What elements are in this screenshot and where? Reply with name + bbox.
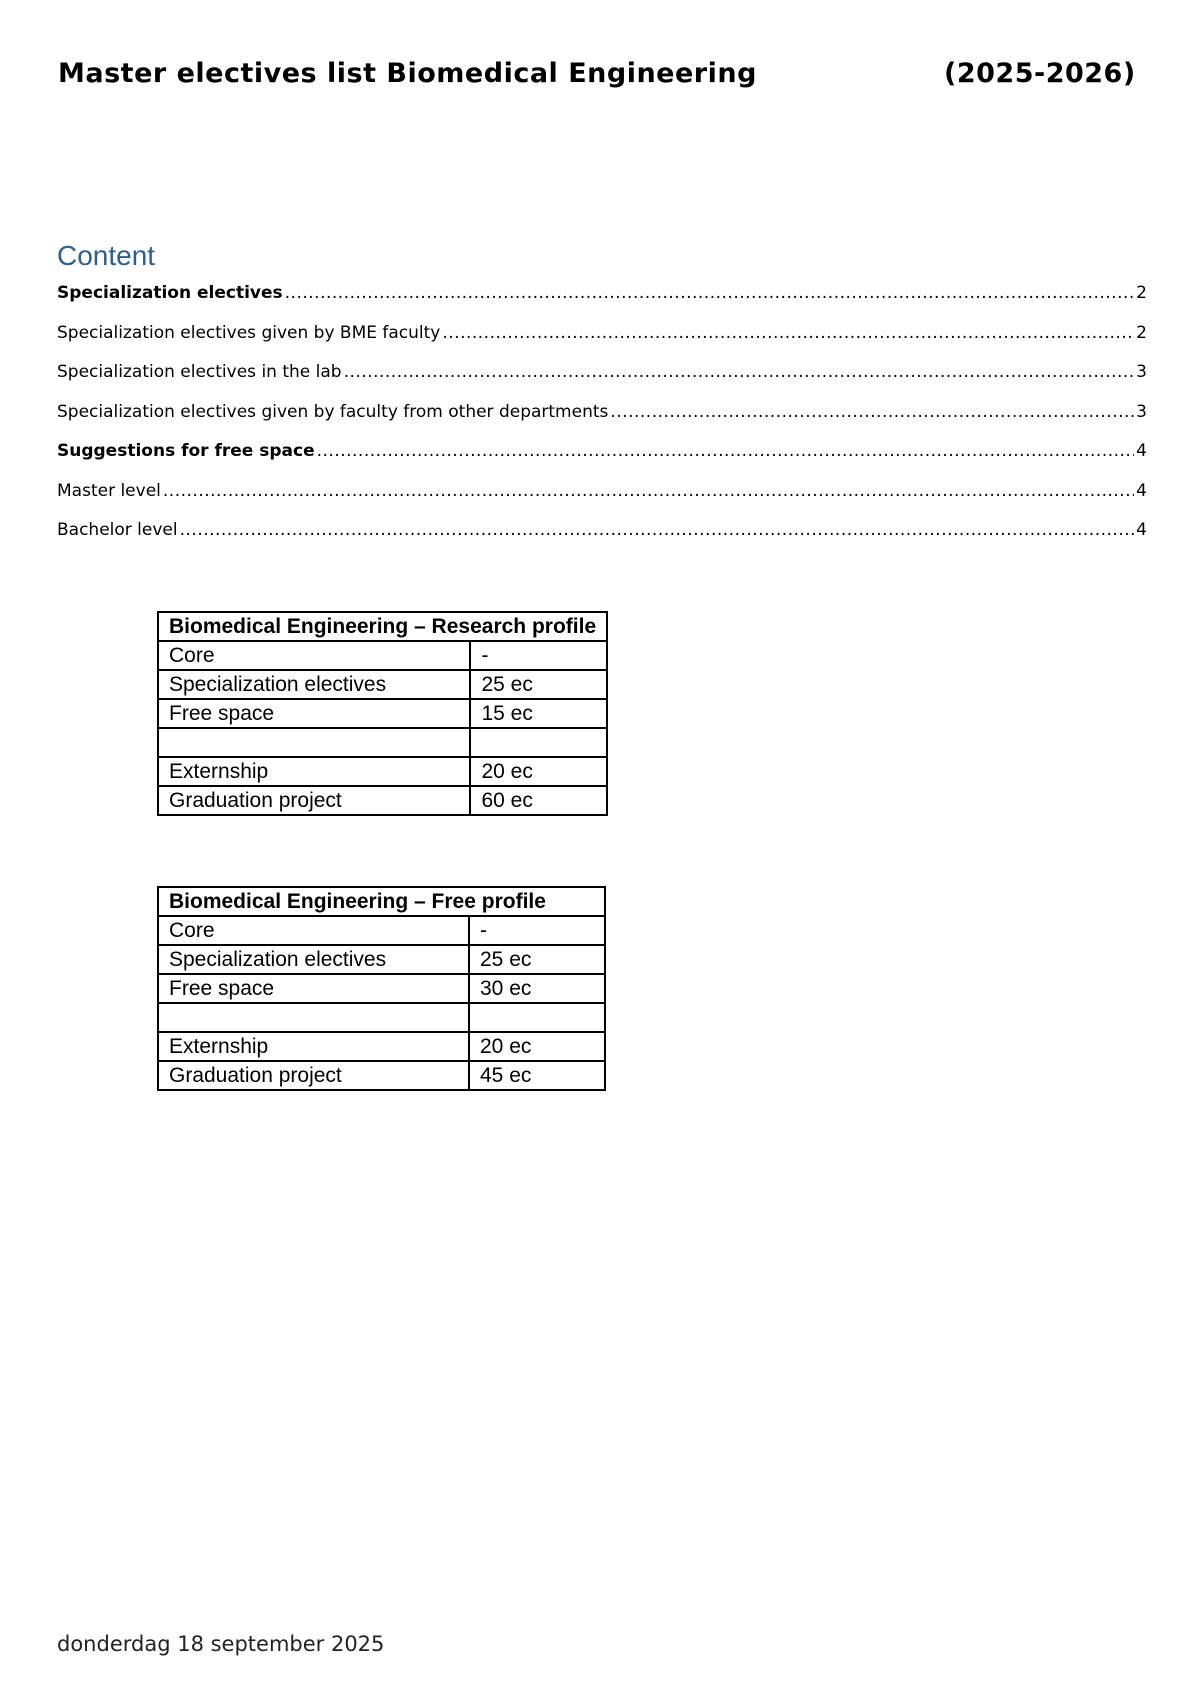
footer-date: donderdag 18 september 2025 [57,1632,385,1656]
row-label: Specialization electives [158,670,470,699]
row-label: Externship [158,757,470,786]
table-header-row [158,612,607,641]
table-row [158,945,605,974]
toc-entry-label: Master level [57,480,161,501]
row-value: - [469,916,605,945]
free-profile-table [157,886,606,1091]
toc-entry-other-departments[interactable] [57,401,1147,441]
row-value: 25 ec [469,945,605,974]
toc-entry-free-space[interactable] [57,440,1147,480]
toc-entry-page: 3 [1136,401,1147,422]
row-label [158,1003,469,1032]
toc-entry-in-the-lab[interactable] [57,361,1147,401]
row-value [470,728,607,757]
table-row [158,1032,605,1061]
title-text: Master electives list Biomedical Engineering [58,58,757,89]
table-row [158,786,607,815]
toc-entry-master-level[interactable] [57,480,1147,520]
row-value: 20 ec [469,1032,605,1061]
toc-entry-page: 2 [1136,322,1147,343]
row-label [158,728,470,757]
toc-entry-bme-faculty[interactable] [57,322,1147,362]
table-row [158,1061,605,1090]
toc-heading: Content [57,240,156,271]
toc-dot-leader [442,322,1134,344]
table-header-row [158,887,605,916]
toc-entry-bachelor-level[interactable] [57,519,1147,559]
table-row [158,757,607,786]
toc-entry-label: Suggestions for free space [57,441,315,461]
row-label: Free space [158,699,470,728]
title-year: (2025-2026) [944,58,1136,89]
toc-dot-leader [180,519,1135,541]
row-value: 15 ec [470,699,607,728]
toc-entry-label: Specialization electives given by BME faculty [57,322,441,343]
table-title: Biomedical Engineering – Free profile [158,887,605,916]
row-label: Free space [158,974,469,1003]
toc-entry-label: Specialization electives given by faculty from other departments [57,401,609,422]
toc-dot-leader [344,361,1135,383]
toc-entry-label: Specialization electives in the lab [57,362,342,382]
toc-entry-page: 3 [1136,362,1147,382]
row-value: 30 ec [469,974,605,1003]
table-row [158,641,607,670]
row-value: - [470,641,607,670]
row-value [469,1003,605,1032]
row-label: Graduation project [158,1061,469,1090]
toc-entry-page: 4 [1136,480,1147,501]
toc-entry-specialization-electives[interactable] [57,282,1147,322]
row-label: Core [158,641,470,670]
row-label: Externship [158,1032,469,1061]
toc-entry-page: 4 [1136,441,1147,461]
toc-dot-leader [163,480,1134,502]
research-profile-table [157,611,608,816]
toc-entry-label: Bachelor level [57,520,178,540]
table-row [158,916,605,945]
row-label: Specialization electives [158,945,469,974]
table-row-empty [158,1003,605,1032]
toc-entry-page: 2 [1136,283,1147,303]
row-label: Graduation project [158,786,470,815]
toc-entry-label: Specialization electives [57,283,283,303]
table-row [158,699,607,728]
toc-entry-page: 4 [1136,520,1147,540]
table-title: Biomedical Engineering – Research profile [158,612,607,641]
row-value: 20 ec [470,757,607,786]
toc-dot-leader [285,282,1135,304]
toc-dot-leader [610,401,1134,423]
row-label: Core [158,916,469,945]
row-value: 25 ec [470,670,607,699]
table-row-empty [158,728,607,757]
row-value: 45 ec [469,1061,605,1090]
table-row [158,670,607,699]
row-value: 60 ec [470,786,607,815]
table-of-contents [57,282,1147,559]
toc-dot-leader [317,440,1135,462]
document-title [58,58,1136,89]
table-row [158,974,605,1003]
